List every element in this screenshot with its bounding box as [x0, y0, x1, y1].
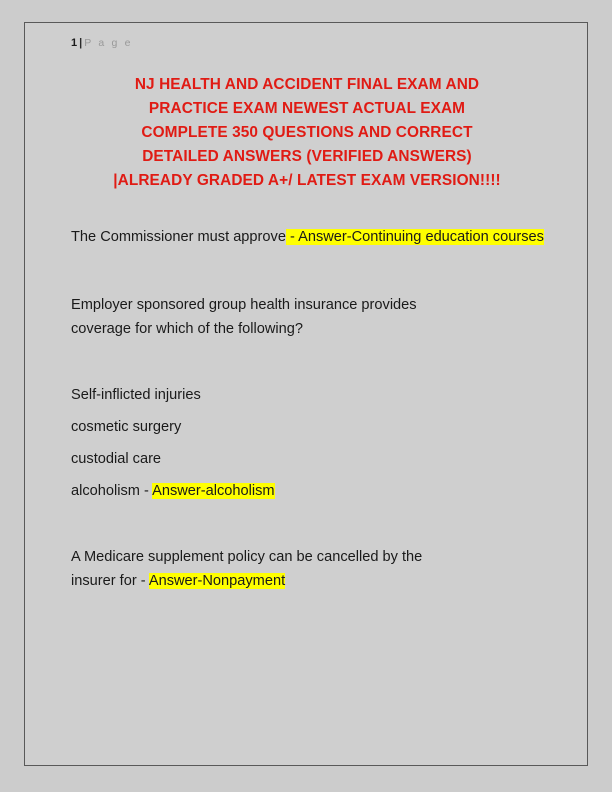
document-title — [67, 73, 547, 193]
question-3-stem-line-1: A Medicare supplement policy can be cancelled by the — [71, 549, 423, 565]
question-3-answer-highlight: Answer-Nonpayment — [148, 573, 286, 589]
spacer-1 — [71, 249, 549, 293]
question-2-option-1: Self-inflicted injuries — [71, 387, 201, 403]
question-3-line-2 — [71, 569, 549, 593]
question-2-answer-highlight: Answer-alcoholism — [152, 483, 275, 499]
question-2-option-3: custodial care — [71, 451, 162, 467]
question-1 — [71, 225, 549, 249]
question-2-stem-line-1: Employer sponsored group health insurance provides — [71, 297, 417, 313]
page-number: 1 — [71, 37, 78, 49]
document-body — [71, 225, 549, 593]
document-page — [24, 22, 588, 766]
title-line-2: PRACTICE EXAM NEWEST ACTUAL EXAM — [148, 100, 466, 117]
title-line-5: |ALREADY GRADED A+/ LATEST EXAM VERSION!!!! — [113, 172, 501, 189]
page-header-separator: | — [79, 37, 83, 49]
question-2-option-2: cosmetic surgery — [71, 419, 182, 435]
page-header — [71, 36, 133, 50]
question-1-stem: The Commissioner must approve — [71, 229, 286, 245]
question-2-option-4-stem: alcoholism - — [71, 483, 153, 499]
page-header-label: P a g e — [84, 37, 133, 49]
title-line-1: NJ HEALTH AND ACCIDENT FINAL EXAM AND — [134, 76, 480, 93]
question-2-option-4 — [71, 475, 549, 507]
spacer-2 — [71, 341, 549, 379]
question-3-stem-line-2: insurer for - — [71, 573, 149, 589]
title-line-3: COMPLETE 350 QUESTIONS AND CORRECT — [141, 124, 473, 141]
title-line-4: DETAILED ANSWERS (VERIFIED ANSWERS) — [142, 148, 472, 165]
spacer-3 — [71, 507, 549, 545]
question-2-stem-line-2: coverage for which of the following? — [71, 321, 304, 337]
question-1-answer-highlight: - Answer-Continuing education courses — [285, 229, 544, 245]
